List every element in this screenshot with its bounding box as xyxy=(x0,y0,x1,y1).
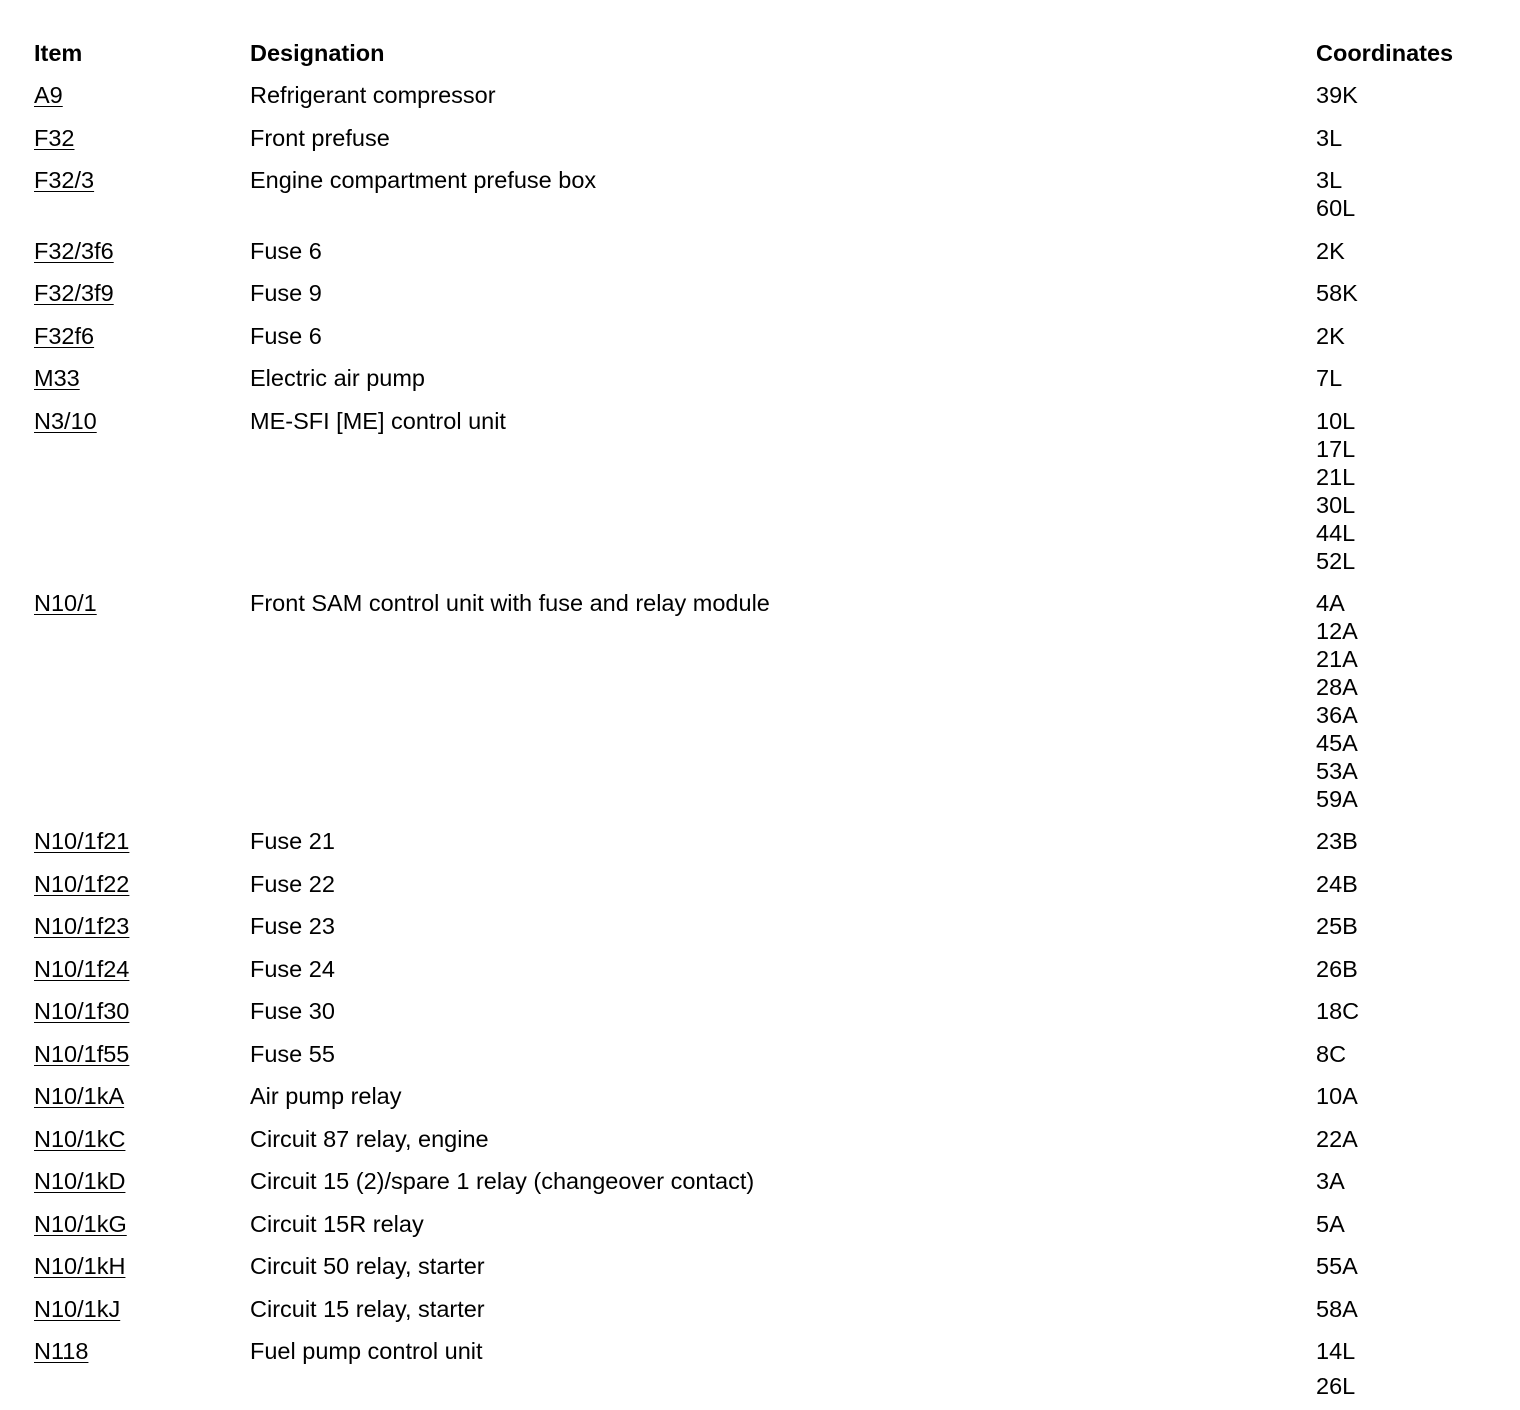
designation-cell: Front SAM control unit with fuse and relay module xyxy=(250,590,770,616)
designation-cell: Fuel pump control unit xyxy=(250,1338,483,1364)
header-coordinates: Coordinates xyxy=(1316,40,1454,66)
item-cell xyxy=(34,407,97,435)
item-cell xyxy=(34,1167,125,1195)
coordinates-cell xyxy=(1316,997,1359,1025)
coordinate-value: 58A xyxy=(1316,1296,1358,1322)
coordinates-cell xyxy=(1316,237,1345,265)
coordinates-cell xyxy=(1316,1167,1345,1195)
designation-cell: Refrigerant compressor xyxy=(250,82,496,108)
item-link[interactable]: F32 xyxy=(34,125,75,151)
item-cell xyxy=(34,279,114,307)
coordinate-value: 2K xyxy=(1316,323,1345,349)
coordinate-value: 44L xyxy=(1316,520,1356,546)
coordinates-cell xyxy=(1316,81,1358,109)
item-cell xyxy=(34,1210,127,1238)
coordinate-value: 52L xyxy=(1316,548,1356,574)
designation-cell: Fuse 22 xyxy=(250,871,335,897)
coordinate-value: 3L xyxy=(1316,167,1343,193)
item-cell xyxy=(34,1252,125,1280)
coordinates-cell xyxy=(1316,124,1342,152)
item-link[interactable]: N10/1kJ xyxy=(34,1296,121,1322)
coordinate-value: 21A xyxy=(1316,646,1358,672)
designation-cell: Fuse 21 xyxy=(250,828,335,854)
item-link[interactable]: N10/1kA xyxy=(34,1083,125,1109)
item-cell xyxy=(34,1125,125,1153)
item-link[interactable]: A9 xyxy=(34,82,63,108)
item-cell xyxy=(34,1040,129,1068)
designation-cell: Air pump relay xyxy=(250,1083,402,1109)
item-cell xyxy=(34,1337,88,1365)
designation-cell: Circuit 87 relay, engine xyxy=(250,1126,489,1152)
item-cell xyxy=(34,870,129,898)
item-cell xyxy=(34,364,80,392)
coordinate-value: 14L xyxy=(1316,1338,1356,1364)
coordinate-value: 5A xyxy=(1316,1211,1345,1237)
coordinate-value: 10L xyxy=(1316,408,1356,434)
designation-cell: ME-SFI [ME] control unit xyxy=(250,408,506,434)
coordinates-cell xyxy=(1316,1125,1358,1153)
coordinates-cell xyxy=(1316,827,1358,855)
item-cell xyxy=(34,955,129,983)
item-link[interactable]: N10/1f22 xyxy=(34,871,130,897)
item-link[interactable]: N3/10 xyxy=(34,408,97,434)
coordinate-value: 21L xyxy=(1316,464,1356,490)
item-link[interactable]: N10/1 xyxy=(34,590,97,616)
coordinate-value: 3L xyxy=(1316,125,1343,151)
item-cell xyxy=(34,81,63,109)
item-link[interactable]: N10/1kC xyxy=(34,1126,126,1152)
coordinate-value: 8C xyxy=(1316,1041,1347,1067)
coordinates-cell xyxy=(1316,1082,1358,1110)
coordinate-value: 26B xyxy=(1316,956,1358,982)
coordinates-cell xyxy=(1316,912,1358,940)
item-link[interactable]: N10/1f23 xyxy=(34,913,130,939)
designation-cell: Circuit 15 (2)/spare 1 relay (changeover contact) xyxy=(250,1168,755,1194)
coordinates-cell xyxy=(1316,322,1345,350)
coordinate-value: 18C xyxy=(1316,998,1360,1024)
item-link[interactable]: N10/1f55 xyxy=(34,1041,130,1067)
designation-cell: Fuse 23 xyxy=(250,913,335,939)
coordinate-value: 3A xyxy=(1316,1168,1345,1194)
coordinate-value: 36A xyxy=(1316,702,1358,728)
coordinates-cell xyxy=(1316,364,1342,392)
item-link[interactable]: F32f6 xyxy=(34,323,95,349)
coordinates-cell xyxy=(1316,955,1358,983)
designation-cell: Fuse 6 xyxy=(250,323,322,349)
designation-cell: Fuse 6 xyxy=(250,238,322,264)
designation-cell: Fuse 30 xyxy=(250,998,335,1024)
designation-cell: Electric air pump xyxy=(250,365,425,391)
item-cell xyxy=(34,1295,120,1323)
coordinates-cell xyxy=(1316,1040,1346,1068)
coordinate-value: 30L xyxy=(1316,492,1356,518)
coordinate-value: 58K xyxy=(1316,280,1358,306)
coordinate-value: 45A xyxy=(1316,730,1358,756)
coordinate-value: 22A xyxy=(1316,1126,1358,1152)
designation-cell: Fuse 24 xyxy=(250,956,335,982)
designation-cell: Engine compartment prefuse box xyxy=(250,167,597,193)
item-cell xyxy=(34,237,114,265)
coordinate-value: 12A xyxy=(1316,618,1358,644)
coordinate-value: 24B xyxy=(1316,871,1358,897)
item-link[interactable]: M33 xyxy=(34,365,80,391)
item-link[interactable]: N10/1kD xyxy=(34,1168,126,1194)
header-item: Item xyxy=(34,40,83,66)
coordinate-value: 28A xyxy=(1316,674,1358,700)
item-cell xyxy=(34,322,94,350)
coordinate-value: 23B xyxy=(1316,828,1358,854)
designation-cell: Fuse 9 xyxy=(250,280,322,306)
header-designation: Designation xyxy=(250,40,385,66)
coordinates-cell xyxy=(1316,1252,1358,1280)
coordinates-cell xyxy=(1316,870,1358,898)
item-link[interactable]: N10/1kG xyxy=(34,1211,127,1237)
coordinate-value: 60L xyxy=(1316,195,1356,221)
item-cell xyxy=(34,124,75,152)
coordinate-value: 25B xyxy=(1316,913,1358,939)
item-link[interactable]: F32/3f6 xyxy=(34,238,114,264)
item-link[interactable]: N118 xyxy=(34,1338,89,1364)
designation-cell: Fuse 55 xyxy=(250,1041,335,1067)
item-link[interactable]: N10/1f21 xyxy=(34,828,130,854)
coordinates-cell xyxy=(1316,279,1358,307)
item-link[interactable]: N10/1kH xyxy=(34,1253,126,1279)
coordinates-cell xyxy=(1316,166,1355,222)
item-cell xyxy=(34,997,129,1025)
coordinates-cell xyxy=(1316,1210,1345,1238)
designation-cell: Circuit 15R relay xyxy=(250,1211,424,1237)
coordinate-value: 7L xyxy=(1316,365,1343,391)
coordinates-cell xyxy=(1316,407,1355,575)
coordinates-cell xyxy=(1316,1295,1358,1323)
item-cell xyxy=(34,912,129,940)
coordinate-value: 55A xyxy=(1316,1253,1358,1279)
coordinate-value: 26L xyxy=(1316,1373,1356,1399)
coordinate-value: 10A xyxy=(1316,1083,1358,1109)
designation-cell: Circuit 15 relay, starter xyxy=(250,1296,485,1322)
coordinates-cell xyxy=(1316,1337,1355,1400)
item-cell xyxy=(34,589,97,617)
item-link[interactable]: F32/3f9 xyxy=(34,280,114,306)
coordinate-value: 4A xyxy=(1316,590,1345,616)
coordinate-value: 2K xyxy=(1316,238,1345,264)
item-cell xyxy=(34,827,129,855)
item-link[interactable]: F32/3 xyxy=(34,167,95,193)
coordinate-value: 17L xyxy=(1316,436,1356,462)
coordinates-cell xyxy=(1316,589,1358,813)
item-cell xyxy=(34,1082,124,1110)
designation-cell: Circuit 50 relay, starter xyxy=(250,1253,485,1279)
coordinate-value: 53A xyxy=(1316,758,1358,784)
item-cell xyxy=(34,166,94,194)
coordinate-value: 59A xyxy=(1316,786,1358,812)
item-link[interactable]: N10/1f30 xyxy=(34,998,130,1024)
designation-cell: Front prefuse xyxy=(250,125,390,151)
item-link[interactable]: N10/1f24 xyxy=(34,956,130,982)
coordinate-value: 39K xyxy=(1316,82,1358,108)
